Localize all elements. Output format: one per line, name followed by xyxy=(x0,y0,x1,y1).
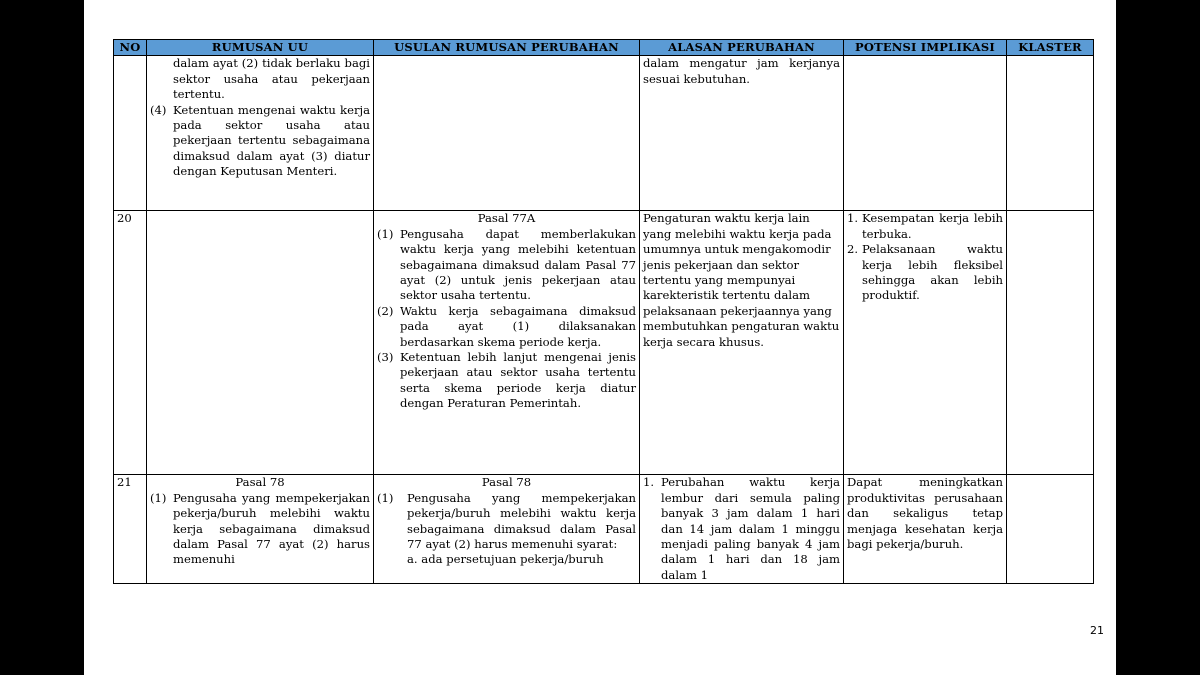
item-text xyxy=(407,491,636,568)
cell-usulan xyxy=(374,56,640,211)
cell-no: 20 xyxy=(114,211,147,475)
item-marker: (3) xyxy=(377,350,394,365)
header-usulan-rumusan: USULAN RUMUSAN PERUBAHAN xyxy=(374,40,640,56)
list-item xyxy=(377,304,636,350)
header-alasan-perubahan: ALASAN PERUBAHAN xyxy=(640,40,844,56)
alasan-text: Pengaturan waktu kerja lain yang melebihi waktu kerja pada umumnya untuk mengakomodir jenis pekerjaan dan sektor tertentu yang mempunyai karekteristik tertentu dalam pelaksanaan pekerjaannya yang membutuhkan pengaturan waktu kerja secara khusus. xyxy=(643,211,840,349)
list-item xyxy=(847,242,1003,304)
item-text: Pelaksanaan waktu kerja lebih fleksibel sehingga akan lebih produktif. xyxy=(862,242,1003,303)
cell-usulan xyxy=(374,211,640,475)
header-klaster: KLASTER xyxy=(1007,40,1094,56)
cell-usulan xyxy=(374,475,640,584)
cell-rumusan-uu xyxy=(147,211,374,475)
table-row xyxy=(114,211,1094,475)
list-item xyxy=(377,227,636,304)
item-marker: 1. xyxy=(847,211,859,226)
item-marker: (1) xyxy=(377,226,394,241)
list-item xyxy=(643,475,840,583)
item-marker: (1) xyxy=(150,490,167,505)
list-item xyxy=(377,350,636,412)
item-text: Ketentuan lebih lanjut mengenai jenis pekerjaan atau sektor usaha tertentu serta skema periode kerja diatur dengan Peraturan Pemerintah. xyxy=(400,350,636,411)
page-number: 21 xyxy=(1090,624,1104,637)
list-item xyxy=(377,491,636,568)
cell-klaster xyxy=(1007,56,1094,211)
item-text: Perubahan waktu kerja lembur dari semula paling banyak 3 jam dalam 1 hari dan 14 jam dalam 1 minggu menjadi paling banyak 4 jam dalam 1 hari dan 18 jam dalam 1 xyxy=(661,475,840,582)
list-item xyxy=(847,211,1003,242)
item-text: Pengusaha dapat memberlakukan waktu kerja yang melebihi ketentuan sebagaimana dimaksud dalam Pasal 77 ayat (2) untuk jenis pekerjaan atau sektor usaha tertentu. xyxy=(400,226,636,303)
cell-klaster xyxy=(1007,211,1094,475)
cell-klaster xyxy=(1007,475,1094,584)
cell-alasan xyxy=(640,475,844,584)
table-row xyxy=(114,56,1094,211)
cell-potensi xyxy=(844,211,1007,475)
item-text: Kesempatan kerja lebih terbuka. xyxy=(862,211,1003,241)
item-marker: 2. xyxy=(847,242,859,257)
document-page xyxy=(84,0,1116,675)
item-marker: (1) xyxy=(377,490,394,505)
cell-alasan xyxy=(640,56,844,211)
pasal-title: Pasal 78 xyxy=(235,475,285,490)
cell-alasan xyxy=(640,211,844,475)
item-text: Pengusaha yang mempekerjakan pekerja/buruh melebihi waktu kerja sebagaimana dimaksud dalam Pasal 77 ayat (2) harus memenuhi xyxy=(173,490,370,567)
table-header-row xyxy=(114,40,1094,56)
item-marker: (2) xyxy=(377,303,394,318)
pasal-title: Pasal 77A xyxy=(477,211,536,226)
item-marker: (4) xyxy=(150,102,167,117)
list-item xyxy=(150,103,370,180)
cell-potensi xyxy=(844,56,1007,211)
alasan-continuation-text: dalam mengatur jam kerjanya sesuai kebutuhan. xyxy=(643,56,840,86)
cell-rumusan-uu xyxy=(147,475,374,584)
potensi-text: Dapat meningkatkan produktivitas perusahaan dan sekaligus tetap menjaga kesehatan kerja bagi pekerja/buruh. xyxy=(847,475,1003,552)
item-marker: 1. xyxy=(643,475,655,490)
item-text: Ketentuan mengenai waktu kerja pada sektor usaha atau pekerjaan tertentu sebagaimana dimaksud dalam ayat (3) diatur dengan Keputusan Menteri. xyxy=(173,102,370,179)
cell-rumusan-uu xyxy=(147,56,374,211)
rumusan-continuation-text: dalam ayat (2) tidak berlaku bagi sektor usaha atau pekerjaan tertentu. xyxy=(173,56,370,102)
header-rumusan-uu: RUMUSAN UU xyxy=(147,40,374,56)
cell-potensi xyxy=(844,475,1007,584)
sub-item-a: a. ada persetujuan pekerja/buruh xyxy=(407,552,604,567)
item-body: Pengusaha yang mempekerjakan pekerja/buruh melebihi waktu kerja sebagaimana dimaksud dalam Pasal 77 ayat (2) harus memenuhi syarat: xyxy=(407,490,636,552)
regulation-table xyxy=(113,39,1094,584)
cell-no xyxy=(114,56,147,211)
header-potensi-implikasi: POTENSI IMPLIKASI xyxy=(844,40,1007,56)
pasal-title: Pasal 78 xyxy=(481,475,532,490)
item-text: Waktu kerja sebagaimana dimaksud pada ayat (1) dilaksanakan berdasarkan skema periode kerja. xyxy=(400,303,636,349)
list-item xyxy=(150,491,370,568)
table-row xyxy=(114,475,1094,584)
header-no: NO xyxy=(114,40,147,56)
cell-no: 21 xyxy=(114,475,147,584)
